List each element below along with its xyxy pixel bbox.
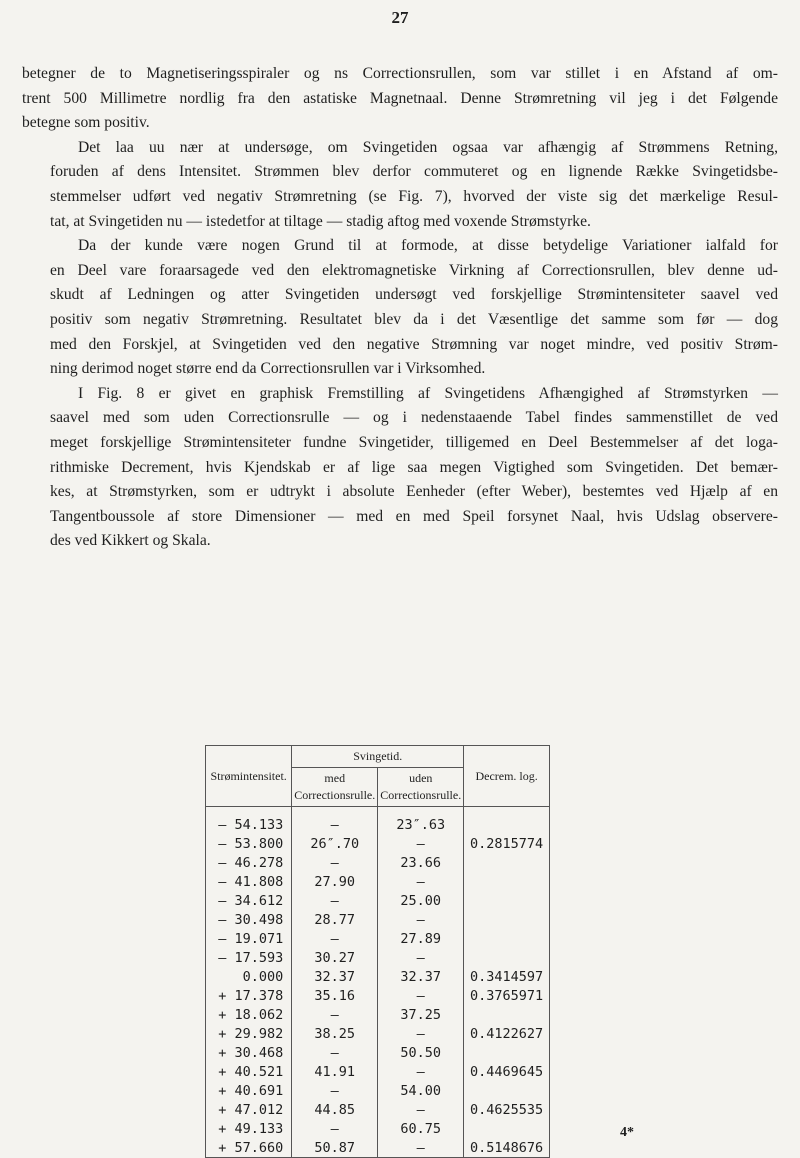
cell-decrement: 0.5148676 xyxy=(464,1138,550,1158)
paragraph xyxy=(22,136,778,234)
cell-intensity: + 49.133 xyxy=(206,1119,292,1138)
cell-intensity: — 54.133 xyxy=(206,807,292,835)
cell-intensity: + 30.468 xyxy=(206,1043,292,1062)
cell-decrement xyxy=(464,807,550,835)
table-row xyxy=(206,910,550,929)
table-row xyxy=(206,807,550,835)
table-row xyxy=(206,986,550,1005)
cell-decrement: 0.4122627 xyxy=(464,1024,550,1043)
table-row xyxy=(206,891,550,910)
table-row xyxy=(206,1138,550,1158)
cell-med: 38.25 xyxy=(292,1024,378,1043)
cell-med: 41.91 xyxy=(292,1062,378,1081)
cell-intensity: — 17.593 xyxy=(206,948,292,967)
cell-decrement xyxy=(464,929,550,948)
cell-decrement: 0.2815774 xyxy=(464,834,550,853)
cell-decrement xyxy=(464,1081,550,1100)
cell-decrement xyxy=(464,910,550,929)
cell-uden: — xyxy=(378,1138,464,1158)
table-row xyxy=(206,872,550,891)
cell-med: — xyxy=(292,1081,378,1100)
cell-uden: — xyxy=(378,986,464,1005)
cell-intensity: + 57.660 xyxy=(206,1138,292,1158)
cell-decrement xyxy=(464,853,550,872)
header-svingetid: Svingetid. xyxy=(292,746,464,768)
header-strømintensitet: Strømintensitet. xyxy=(206,746,292,807)
text-line: positiv som negativ Strømretning. Resultatet blev da i det Væsentlige det samme som før — dog xyxy=(50,310,778,328)
text-line: med den Forskjel, at Svingetiden ved den negative Strømning var noget mindre, ved positiv Strøm- xyxy=(50,335,778,353)
cell-uden: 37.25 xyxy=(378,1005,464,1024)
cell-uden: 60.75 xyxy=(378,1119,464,1138)
text-line: ning derimod noget større end da Correctionsrullen var i Virksomhed. xyxy=(50,360,486,378)
cell-uden: — xyxy=(378,1100,464,1119)
cell-intensity: 0.000 xyxy=(206,967,292,986)
header-uden-correctionsrulle: uden Correctionsrulle. xyxy=(378,768,464,807)
text-line: Da der kunde være nogen Grund til at formode, at disse betydelige Variationer ialfald for xyxy=(78,237,778,255)
table-row xyxy=(206,1119,550,1138)
cell-decrement xyxy=(464,872,550,891)
cell-med: — xyxy=(292,1043,378,1062)
text-line: Det laa uu nær at undersøge, om Svingetiden ogsaa var afhængig af Strømmens Retning, xyxy=(78,138,778,156)
cell-uden: — xyxy=(378,948,464,967)
text-line: meget forskjellige Strømintensiteter fundne Svingetider, tilligemed en Deel Bestemmelser af det loga- xyxy=(50,433,778,451)
paragraph xyxy=(22,62,778,136)
cell-decrement: 0.3414597 xyxy=(464,967,550,986)
header-decrement: Decrem. log. xyxy=(464,746,550,807)
cell-med: — xyxy=(292,853,378,872)
cell-uden: 27.89 xyxy=(378,929,464,948)
table-row xyxy=(206,853,550,872)
cell-intensity: + 29.982 xyxy=(206,1024,292,1043)
cell-decrement xyxy=(464,891,550,910)
text-line: kes, at Strømstyrken, som er udtrykt i absolute Eenheder (efter Weber), bestemtes ved Hjælp af en xyxy=(50,483,778,501)
cell-uden: — xyxy=(378,1062,464,1081)
table-row xyxy=(206,1100,550,1119)
cell-med: — xyxy=(292,1005,378,1024)
paragraph xyxy=(22,234,778,382)
cell-intensity: + 17.378 xyxy=(206,986,292,1005)
cell-med: 26″.70 xyxy=(292,834,378,853)
cell-decrement xyxy=(464,948,550,967)
cell-uden: — xyxy=(378,872,464,891)
cell-decrement xyxy=(464,1043,550,1062)
table-row xyxy=(206,1062,550,1081)
cell-med: — xyxy=(292,891,378,910)
text-line: I Fig. 8 er givet en graphisk Fremstilling af Svingetidens Afhængighed af Strømstyrken — xyxy=(78,384,778,402)
cell-med: — xyxy=(292,807,378,835)
text-line: rithmiske Decrement, hvis Kjendskab er af lige saa megen Vigtighed som Svingetiden. Det bemær- xyxy=(50,458,778,476)
cell-uden: — xyxy=(378,910,464,929)
text-line: stemmelser udført ved negativ Strømretning (se Fig. 7), hvorved der viste sig det mærkelige Resul- xyxy=(50,187,778,205)
cell-med: 50.87 xyxy=(292,1138,378,1158)
header-med-correctionsrulle: med Correctionsrulle. xyxy=(292,768,378,807)
page-number: 27 xyxy=(391,8,409,27)
text-line: tat, at Svingetiden nu — istedetfor at tiltage — stadig aftog med voxende Strømstyrke. xyxy=(50,212,591,230)
cell-uden: 23″.63 xyxy=(378,807,464,835)
cell-uden: 54.00 xyxy=(378,1081,464,1100)
text-line: saavel med som uden Correctionsrulle — og i nedenstaaende Tabel findes sammenstillet de ved xyxy=(50,409,778,427)
cell-intensity: — 46.278 xyxy=(206,853,292,872)
paragraph xyxy=(22,382,778,554)
cell-uden: — xyxy=(378,834,464,853)
signature-mark: 4* xyxy=(620,1125,634,1140)
text-line: Tangentboussole af store Dimensioner — med en med Speil forsynet Naal, hvis Udslag observere- xyxy=(50,507,778,525)
table-row xyxy=(206,1024,550,1043)
cell-intensity: — 41.808 xyxy=(206,872,292,891)
cell-decrement xyxy=(464,1119,550,1138)
cell-uden: — xyxy=(378,1024,464,1043)
cell-uden: 23.66 xyxy=(378,853,464,872)
cell-med: 44.85 xyxy=(292,1100,378,1119)
body-text xyxy=(22,62,778,554)
text-line: trent 500 Millimetre nordlig fra den astatiske Magnetnaal. Denne Strømretning vil jeg i det Følgende xyxy=(22,89,778,107)
table-row xyxy=(206,834,550,853)
cell-med: — xyxy=(292,1119,378,1138)
cell-uden: 50.50 xyxy=(378,1043,464,1062)
text-line: en Deel vare foraarsagede ved den elektromagnetiske Virkning af Correctionsrullen, blev denne ud- xyxy=(50,261,778,279)
text-line: skudt af Ledningen og atter Svingetiden undersøgt ved forskjellige Strømintensiteter saavel ved xyxy=(50,286,778,304)
table-row xyxy=(206,967,550,986)
table-row xyxy=(206,1005,550,1024)
cell-med: — xyxy=(292,929,378,948)
cell-uden: 25.00 xyxy=(378,891,464,910)
cell-decrement xyxy=(464,1005,550,1024)
text-line: des ved Kikkert og Skala. xyxy=(50,532,211,550)
table-row xyxy=(206,929,550,948)
cell-intensity: — 53.800 xyxy=(206,834,292,853)
cell-intensity: — 34.612 xyxy=(206,891,292,910)
cell-intensity: — 19.071 xyxy=(206,929,292,948)
cell-med: 30.27 xyxy=(292,948,378,967)
table-row xyxy=(206,1081,550,1100)
cell-med: 32.37 xyxy=(292,967,378,986)
cell-med: 35.16 xyxy=(292,986,378,1005)
text-line: betegner de to Magnetiseringsspiraler og ns Correctionsrullen, som var stillet i en Afstand af om- xyxy=(22,65,778,82)
results-table xyxy=(205,745,550,1156)
text-line: betegne som positiv. xyxy=(22,114,150,132)
cell-decrement: 0.3765971 xyxy=(464,986,550,1005)
cell-decrement: 0.4469645 xyxy=(464,1062,550,1081)
cell-med: 27.90 xyxy=(292,872,378,891)
cell-intensity: + 18.062 xyxy=(206,1005,292,1024)
cell-uden: 32.37 xyxy=(378,967,464,986)
cell-intensity: + 40.521 xyxy=(206,1062,292,1081)
table-row xyxy=(206,948,550,967)
text-line: foruden af dens Intensitet. Strømmen blev derfor commuteret og en lignende Række Svingetidsbe- xyxy=(50,163,778,181)
cell-intensity: — 30.498 xyxy=(206,910,292,929)
cell-intensity: + 40.691 xyxy=(206,1081,292,1100)
cell-decrement: 0.4625535 xyxy=(464,1100,550,1119)
cell-med: 28.77 xyxy=(292,910,378,929)
cell-intensity: + 47.012 xyxy=(206,1100,292,1119)
table-row xyxy=(206,1043,550,1062)
